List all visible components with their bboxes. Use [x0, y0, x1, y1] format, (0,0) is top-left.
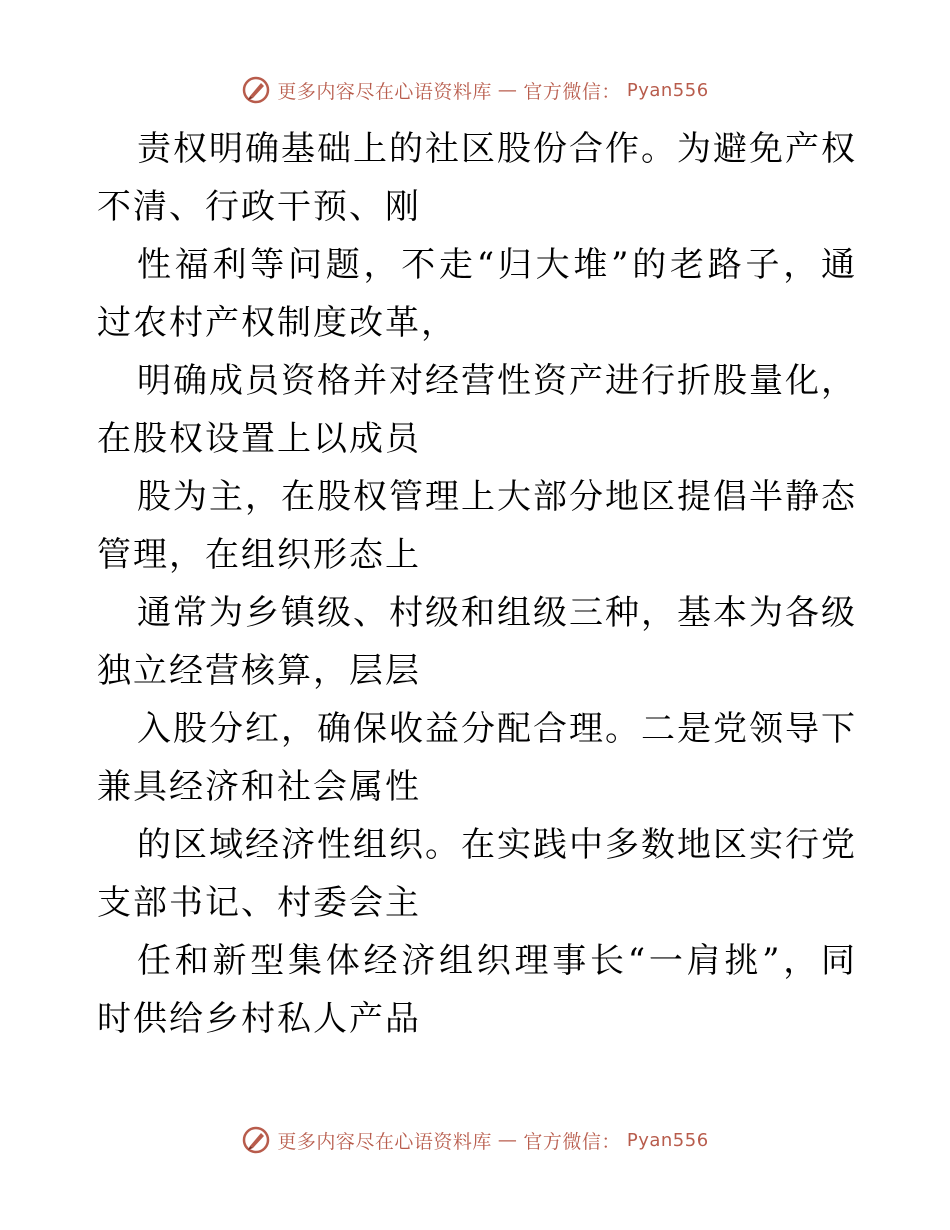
- paragraph: 入股分红，确保收益分配合理。二是党领导下兼具经济和社会属性: [97, 709, 857, 807]
- paragraph: 通常为乡镇级、村级和组级三种，基本为各级独立经营核算，层层: [97, 593, 857, 691]
- paragraph: 任和新型集体经济组织理事长“一肩挑”，同时供给乡村私人产品: [97, 941, 857, 1039]
- pen-logo-icon: [241, 75, 271, 105]
- watermark-dash: —: [497, 1129, 518, 1151]
- watermark-wechat-label: 官方微信：: [523, 80, 621, 103]
- paragraph: 性福利等问题，不走“归大堆”的老路子，通过农村产权制度改革，: [97, 245, 857, 343]
- pen-logo-icon: [241, 1125, 271, 1155]
- paragraph: 股为主，在股权管理上大部分地区提倡半静态管理，在组织形态上: [97, 477, 857, 575]
- watermark-wechat-label: 官方微信：: [523, 1130, 621, 1153]
- watermark-dash: —: [497, 79, 518, 101]
- watermark-wechat-id: Pyan556: [626, 1129, 709, 1151]
- watermark-main-text: 更多内容尽在心语资料库: [277, 80, 492, 103]
- watermark-main-text: 更多内容尽在心语资料库: [277, 1130, 492, 1153]
- watermark-wechat-id: Pyan556: [626, 79, 709, 101]
- paragraph: 明确成员资格并对经营性资产进行折股量化，在股权设置上以成员: [97, 361, 857, 459]
- document-body: [97, 120, 857, 1048]
- header-watermark: [0, 70, 950, 110]
- paragraph: 的区域经济性组织。在实践中多数地区实行党支部书记、村委会主: [97, 825, 857, 923]
- paragraph: 责权明确基础上的社区股份合作。为避免产权不清、行政干预、刚: [97, 129, 857, 227]
- footer-watermark: [0, 1120, 950, 1160]
